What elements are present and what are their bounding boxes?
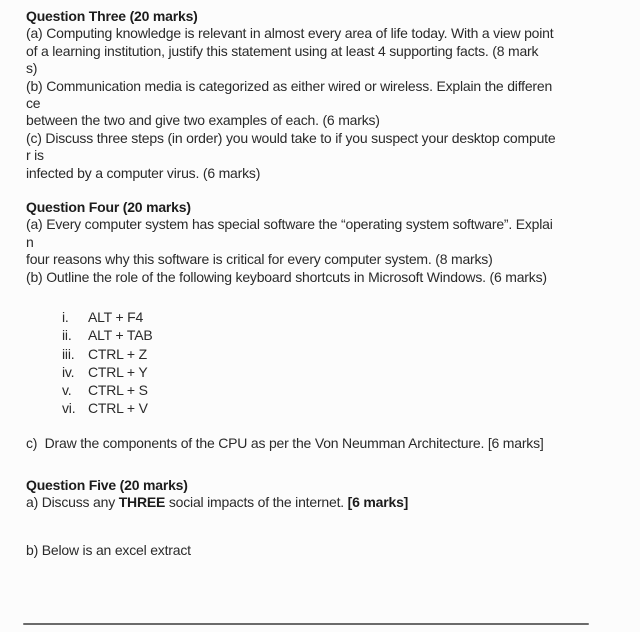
question-three-heading: Question Three (20 marks) — [26, 8, 198, 24]
question-five-part-b: b) Below is an excel extract — [26, 541, 191, 558]
shortcut-keys: CTRL + Z — [88, 345, 147, 362]
question-three-line: s) — [26, 60, 38, 77]
shortcut-numeral: ii. — [62, 327, 72, 344]
shortcut-keys: ALT + TAB — [88, 327, 153, 344]
question-three-line: (c) Discuss three steps (in order) you would take to if you suspect your desktop compute — [26, 129, 556, 146]
shortcut-item — [62, 363, 620, 381]
question-five-section — [26, 477, 620, 559]
question-five-heading: Question Five (20 marks) — [26, 476, 188, 493]
shortcut-numeral: v. — [62, 381, 72, 398]
question-three-section — [26, 8, 620, 182]
question-four-line: n — [26, 233, 34, 250]
question-four-part-c: c) Draw the components of the CPU as per the Von Neumman Architecture. [6 marks] — [26, 435, 544, 452]
divider-line — [23, 623, 589, 625]
shortcut-numeral: i. — [62, 309, 69, 326]
question-four-line: (b) Outline the role of the following keyboard shortcuts in Microsoft Windows. (6 marks) — [26, 268, 547, 285]
part-a-middle: social impacts of the internet. — [165, 494, 348, 511]
shortcut-list — [62, 308, 620, 417]
shortcut-keys: CTRL + V — [88, 400, 148, 417]
shortcut-keys: CTRL + Y — [88, 363, 148, 380]
shortcut-numeral: iv. — [62, 363, 75, 380]
shortcut-item — [62, 326, 620, 344]
part-a-marks: [6 marks] — [347, 494, 409, 511]
question-three-line: ce — [26, 95, 41, 112]
question-three-line: between the two and give two examples of each. (6 marks) — [26, 112, 380, 129]
question-three-line: infected by a computer virus. (6 marks) — [26, 164, 261, 181]
part-a-prefix: a) Discuss any — [26, 494, 119, 511]
question-four-line: (a) Every computer system has special software the “operating system software”. Explai — [26, 216, 553, 233]
shortcut-item — [62, 345, 620, 363]
shortcut-keys: CTRL + S — [88, 381, 148, 398]
part-a-emphasis: THREE — [118, 494, 166, 511]
question-five-part-a — [26, 494, 620, 511]
question-four-line: four reasons why this software is critical for every computer system. (8 marks) — [26, 251, 493, 268]
shortcut-numeral: vi. — [62, 400, 76, 417]
shortcut-numeral: iii. — [62, 345, 75, 362]
question-four-heading: Question Four (20 marks) — [26, 199, 191, 216]
question-three-line: of a learning institution, justify this statement using at least 4 supporting facts. (8 mark — [26, 42, 539, 59]
shortcut-item — [62, 381, 620, 399]
question-three-line: (a) Computing knowledge is relevant in almost every area of life today. With a view point — [26, 25, 554, 42]
shortcut-keys: ALT + F4 — [88, 309, 144, 326]
shortcut-item — [62, 308, 620, 326]
question-four-section — [26, 199, 620, 453]
shortcut-item — [62, 399, 620, 417]
question-three-line: r is — [26, 147, 44, 164]
question-three-line: (b) Communication media is categorized as either wired or wireless. Explain the differen — [26, 77, 553, 94]
